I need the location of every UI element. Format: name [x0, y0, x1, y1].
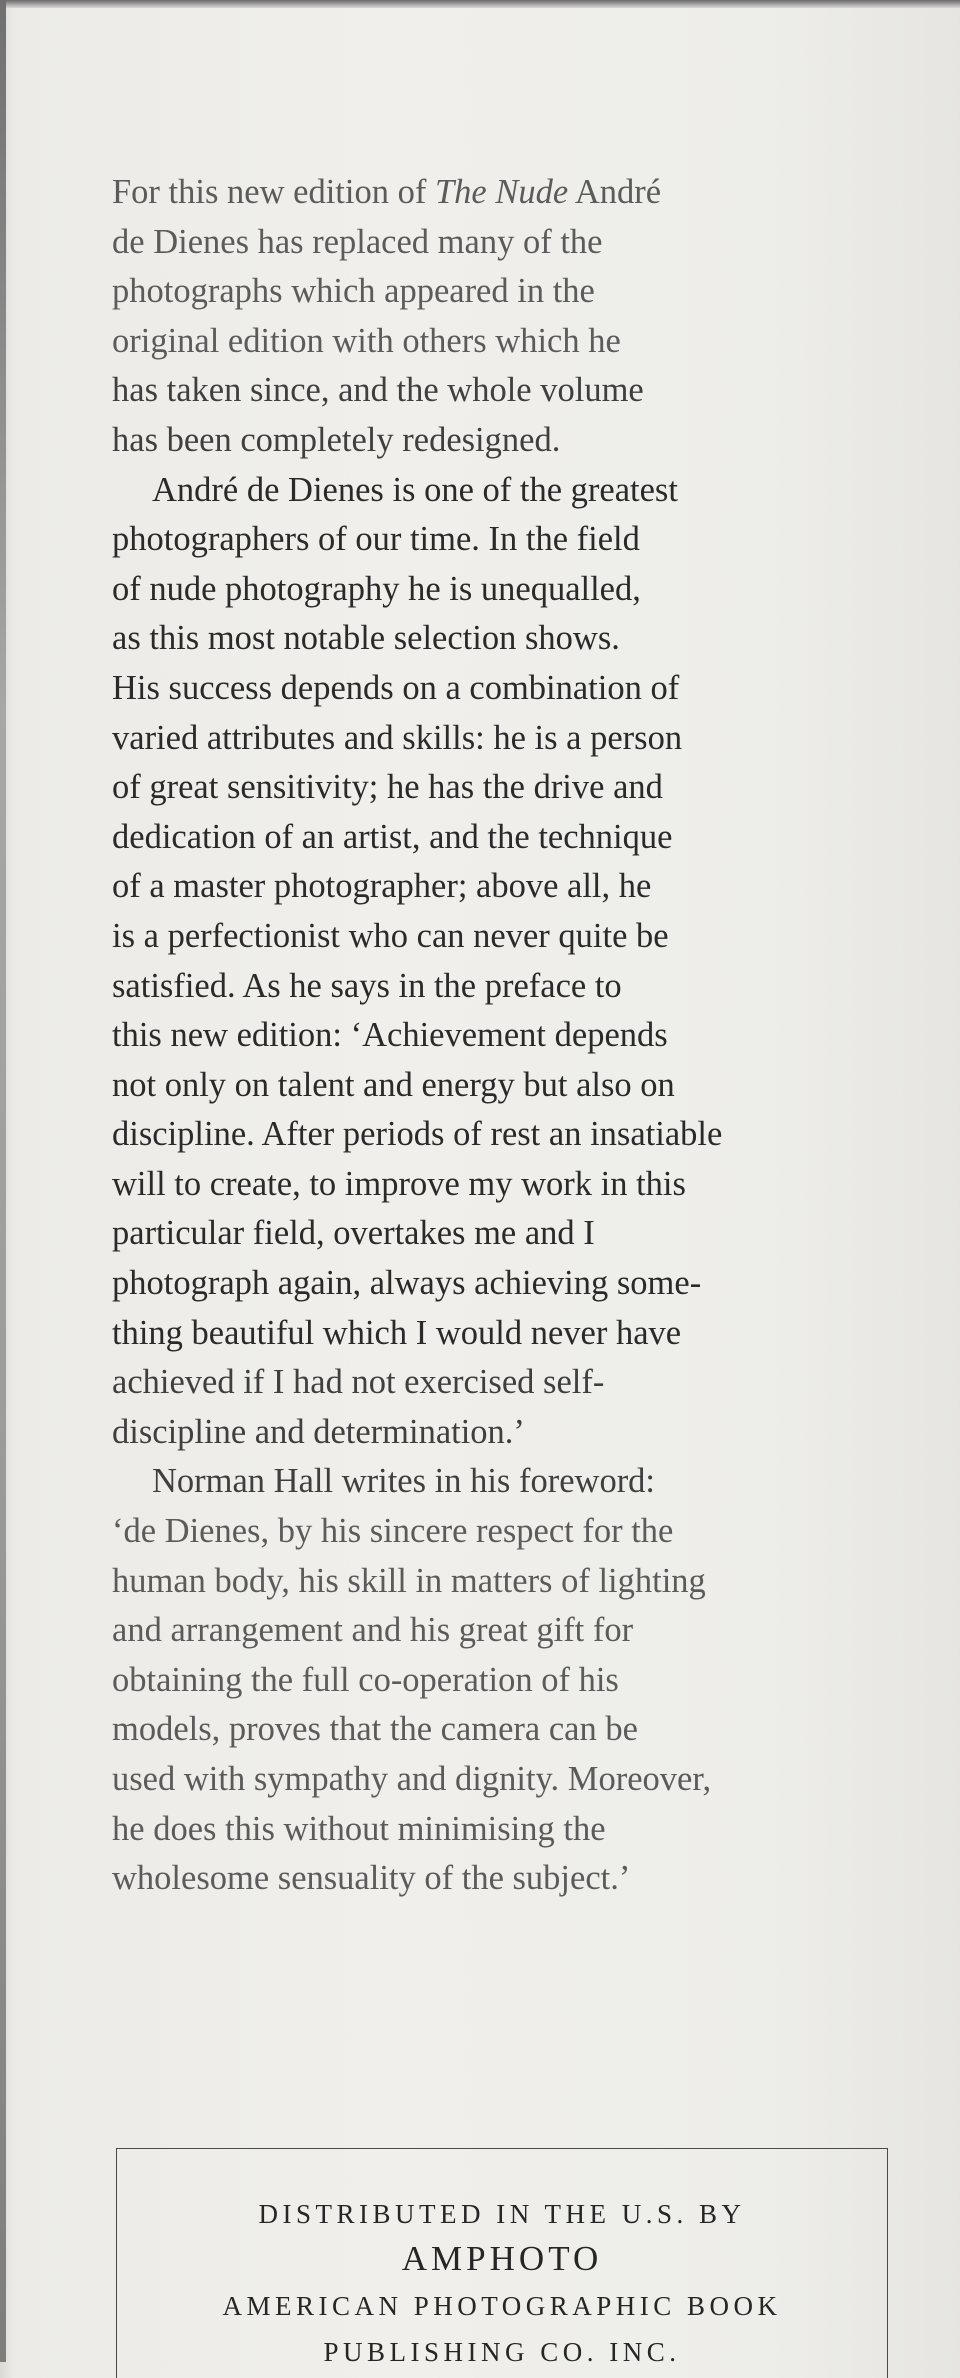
blurb-p2-line: achieved if I had not exercised self- [112, 1363, 605, 1402]
distributor-name: AMPHOTO [401, 2239, 603, 2278]
blurb-p2-line: not only on talent and energy but also on [112, 1065, 675, 1104]
jacket-blurb [112, 168, 912, 1904]
blurb-p1-line-2: de Dienes has replaced many of the [112, 222, 603, 261]
blurb-p3-line: models, proves that the camera can be [112, 1710, 638, 1749]
page-left-edge [0, 0, 6, 2362]
blurb-p2-line: as this most notable selection shows. [112, 619, 620, 658]
blurb-p2-line: dedication of an artist, and the technique [112, 817, 673, 856]
publisher-line: AMERICAN PHOTOGRAPHIC BOOK [222, 2291, 782, 2321]
blurb-p1-line-3: photographs which appeared in the [112, 272, 595, 311]
blurb-p1-line-1-end: André [568, 173, 662, 211]
blurb-p2-line: this new edition: ‘Achievement depends [112, 1016, 668, 1055]
blurb-p2-line: André de Dienes is one of the greatest [152, 470, 678, 509]
blurb-p2-line: will to create, to improve my work in this [112, 1164, 686, 1203]
blurb-p2-line: of great sensitivity; he has the drive and [112, 768, 663, 807]
book-title: The Nude [434, 173, 569, 211]
blurb-p1-line-6: has been completely redesigned. [112, 420, 561, 459]
blurb-p1-line-4: original edition with others which he [112, 321, 621, 360]
blurb-p2-line: of nude photography he is unequalled, [112, 569, 641, 608]
blurb-p1-line-1 [112, 168, 912, 218]
blurb-p1-line-5: has taken since, and the whole volume [112, 371, 644, 410]
blurb-p2-line: photographers of our time. In the field [112, 520, 640, 559]
blurb-p3-line: obtaining the full co-operation of his [112, 1660, 619, 1699]
blurb-p2-line: photograph again, always achieving some- [112, 1264, 702, 1303]
blurb-p3-line: he does this without minimising the [112, 1809, 606, 1848]
blurb-p2-line: satisfied. As he says in the preface to [112, 966, 622, 1005]
page-top-edge [0, 0, 960, 8]
blurb-p2-line: His success depends on a combination of [112, 668, 680, 707]
blurb-p3-line: human body, his skill in matters of lighting [112, 1561, 706, 1600]
blurb-p2-line: particular field, overtakes me and I [112, 1214, 595, 1253]
blurb-p3-line: and arrangement and his great gift for [112, 1611, 634, 1650]
blurb-p2-line: is a perfectionist who can never quite be [112, 916, 669, 955]
blurb-p3-line: used with sympathy and dignity. Moreover, [112, 1760, 712, 1798]
distributor-line: DISTRIBUTED IN THE U.S. BY [258, 2199, 746, 2229]
blurb-p2-line: varied attributes and skills: he is a person [112, 718, 683, 757]
blurb-p2-line: discipline. After periods of rest an insatiable [112, 1115, 723, 1154]
publisher-line: PUBLISHING CO. INC. [323, 2337, 681, 2367]
blurb-p2-line: thing beautiful which I would never have [112, 1313, 682, 1352]
blurb-p3-line: wholesome sensuality of the subject.’ [112, 1859, 631, 1898]
blurb-p1-line-1-start: For this new edition of [112, 173, 435, 211]
blurb-p3-line: Norman Hall writes in his foreword: [152, 1462, 656, 1501]
blurb-p3-line: ‘de Dienes, by his sincere respect for the [112, 1512, 674, 1551]
blurb-p2-line: discipline and determination.’ [112, 1412, 525, 1451]
distributor-box [116, 2148, 888, 2378]
blurb-p2-line: of a master photographer; above all, he [112, 867, 652, 906]
